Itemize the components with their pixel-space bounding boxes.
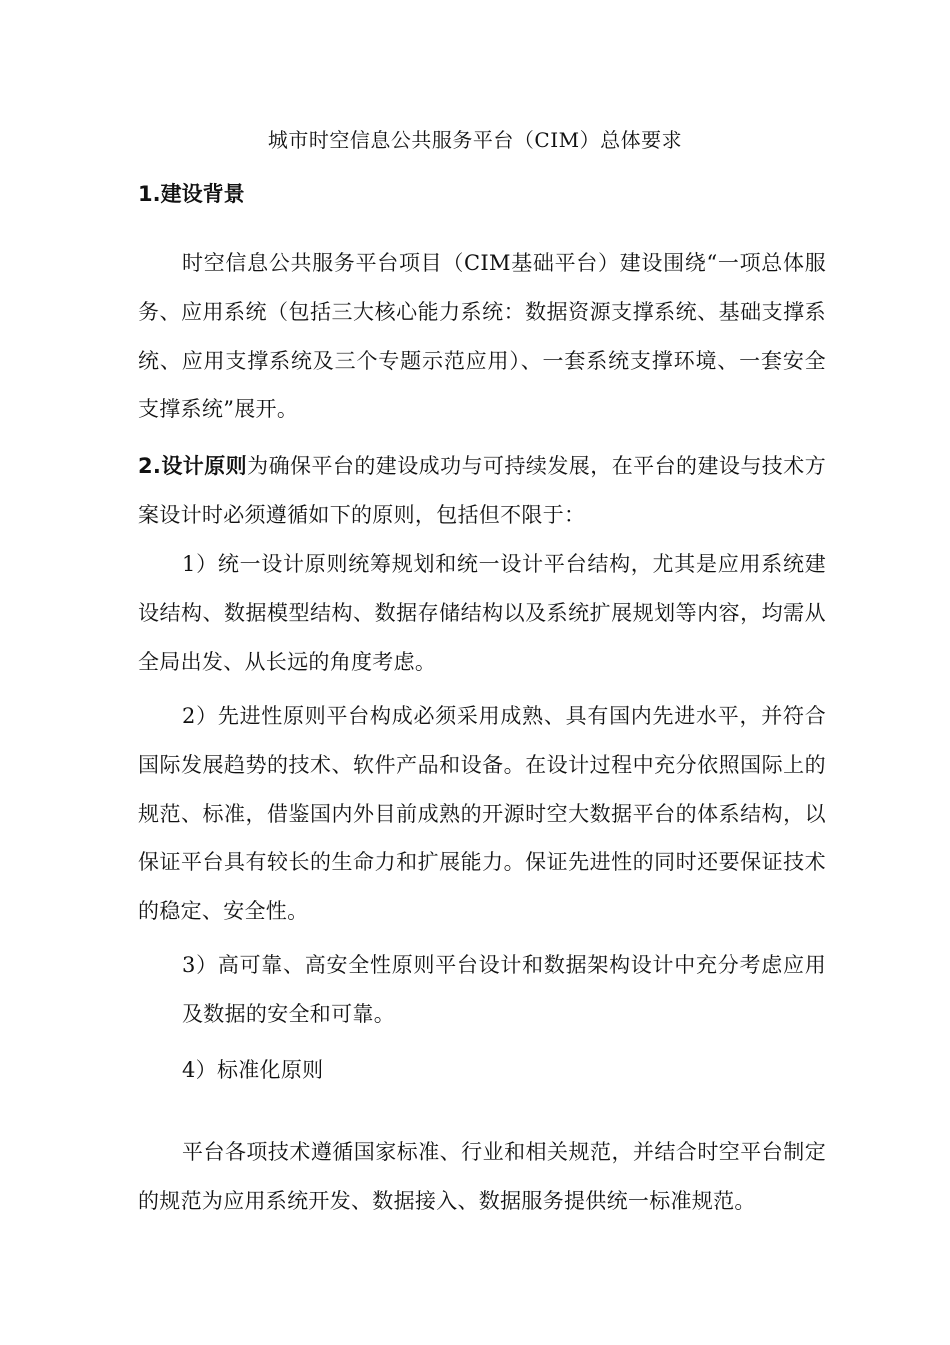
document-title: 城市时空信息公共服务平台（CIM）总体要求 — [267, 128, 683, 152]
principle-item-4: 4）标准化原则 — [182, 1058, 324, 1082]
section-2-paragraph — [138, 442, 826, 540]
principle-item-2: 2）先进性原则平台构成必须采用成熟、具有国内先进水平，并符合国际发展趋势的技术、软件产品和设备。在设计过程中充分依照国际上的规范、标准，借鉴国内外目前成熟的开源时空大数据平台的体系结构，以保证平台具有较长的生命力和扩展能力。保证先进性的同时还要保证技术的稳定、安全性。 — [138, 704, 826, 924]
section-2-heading: 2.设计原则 — [138, 454, 248, 478]
section-1-paragraph: 时空信息公共服务平台项目（CIM基础平台）建设围绕“一项总体服务、应用系统（包括三大核心能力系统：数据资源支撑系统、基础支撑系统、应用支撑系统及三个专题示范应用）、一套系统支撑环境、一套安全支撑系统”展开。 — [138, 251, 826, 422]
closing-paragraph: 平台各项技术遵循国家标准、行业和相关规范，并结合时空平台制定的规范为应用系统开发、数据接入、数据服务提供统一标准规范。 — [138, 1140, 826, 1213]
principle-item-3: 3）高可靠、高安全性原则平台设计和数据架构设计中充分考虑应用及数据的安全和可靠。 — [182, 953, 826, 1026]
section-1-heading: 1.建设背景 — [138, 182, 245, 206]
principle-item-1: 1）统一设计原则统筹规划和统一设计平台结构，尤其是应用系统建设结构、数据模型结构、数据存储结构以及系统扩展规划等内容，均需从全局出发、从长远的角度考虑。 — [138, 552, 826, 674]
section-2-intro: 为确保平台的建设成功与可持续发展，在平台的建设与技术方案设计时必须遵循如下的原则，包括但不限于： — [138, 454, 826, 527]
